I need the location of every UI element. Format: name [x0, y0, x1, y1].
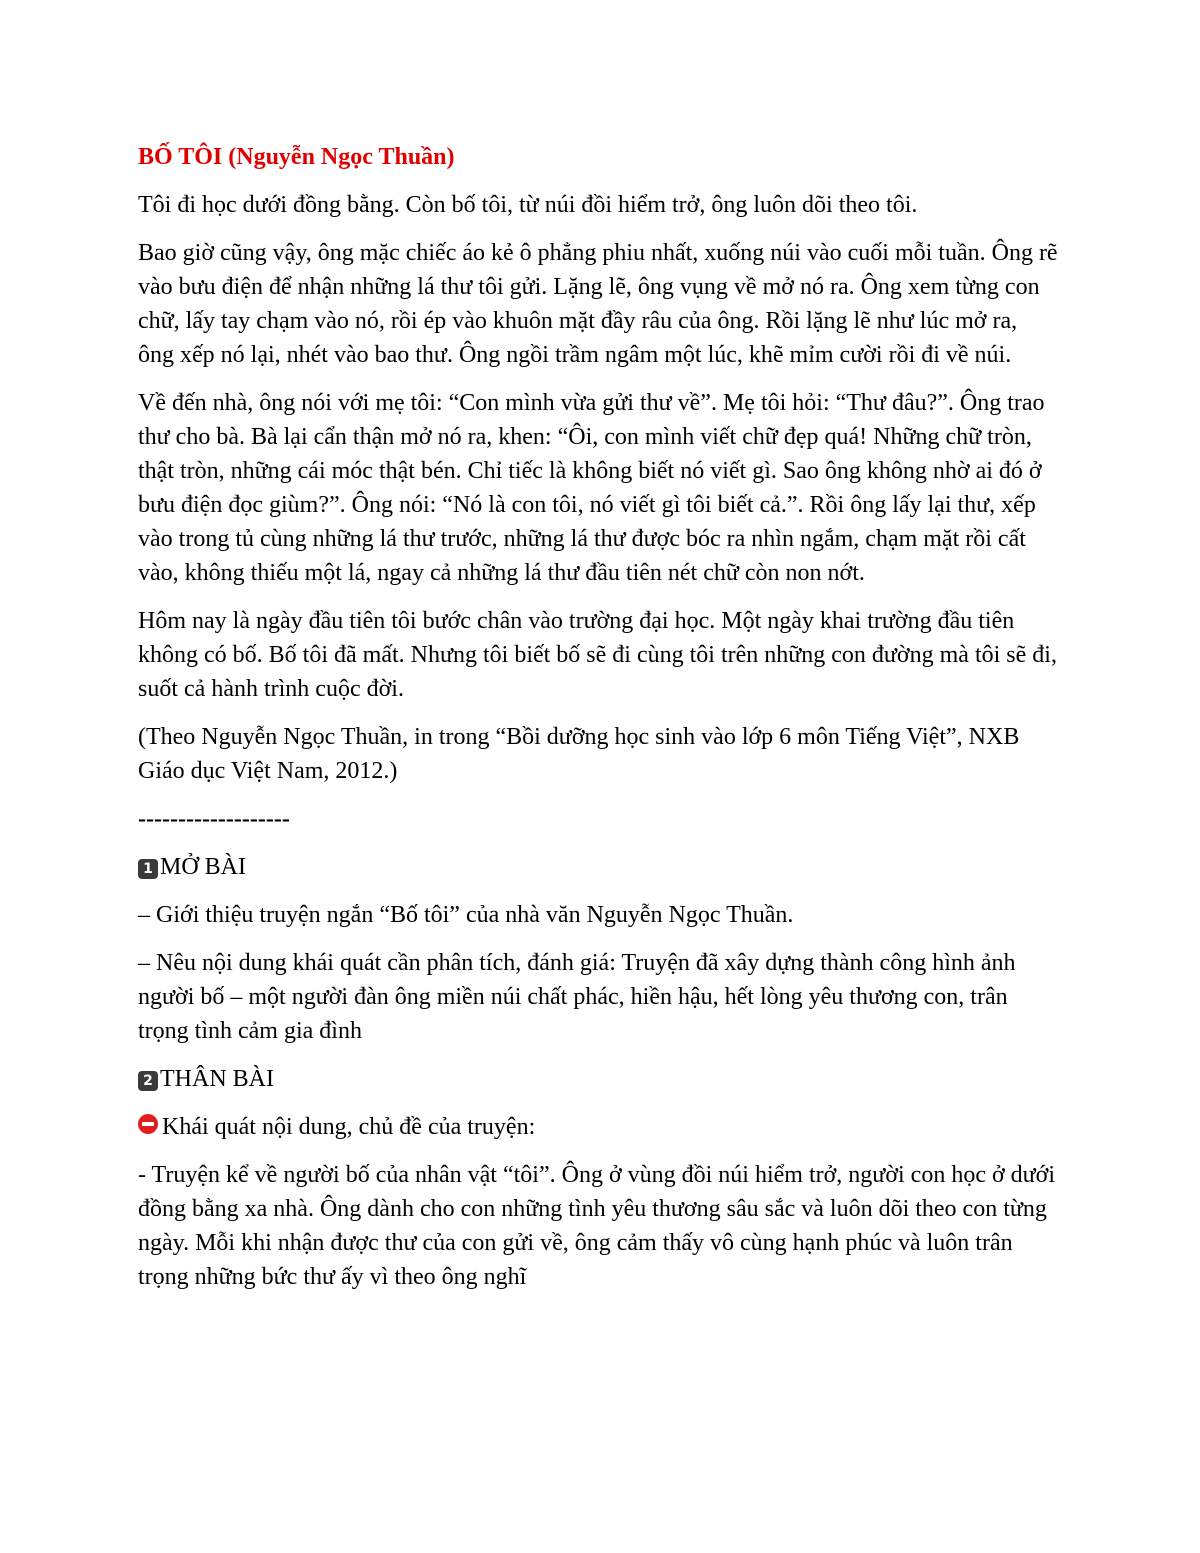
than-bai-heading [138, 1062, 1058, 1096]
than-bai-subheading [138, 1110, 1058, 1144]
mo-bai-heading-label: MỞ BÀI [160, 854, 247, 880]
than-bai-subheading-label: Khái quát nội dung, chủ đề của truyện: [162, 1114, 536, 1140]
mo-bai-heading [138, 850, 1058, 884]
keycap-two-icon: 2 [138, 1071, 158, 1091]
story-paragraph: Về đến nhà, ông nói với mẹ tôi: “Con mình vừa gửi thư về”. Mẹ tôi hỏi: “Thư đâu?”. Ông trao thư cho bà. Bà lại cẩn thận mở nó ra, khen: “Ôi, con mình viết chữ đẹp quá! Những chữ tròn, thật tròn, những cái móc thật bén. Chỉ tiếc là không biết nó viết gì. Sao ông không nhờ ai đó ở bưu điện đọc giùm?”. Ông nói: “Nó là con tôi, nó viết gì tôi biết cả.”. Rồi ông lấy lại thư, xếp vào trong tủ cùng những lá thư trước, những lá thư được bóc ra nhìn ngắm, chạm mặt rồi cất vào, không thiếu một lá, ngay cả những lá thư đầu tiên nét chữ còn non nớt. [138, 390, 1045, 586]
source-citation: (Theo Nguyễn Ngọc Thuần, in trong “Bồi dưỡng học sinh vào lớp 6 môn Tiếng Việt”, NXB Giáo dục Việt Nam, 2012.) [138, 724, 1020, 784]
document-title: BỐ TÔI (Nguyễn Ngọc Thuần) [138, 144, 455, 170]
mo-bai-point: – Giới thiệu truyện ngắn “Bố tôi” của nhà văn Nguyễn Ngọc Thuần. [138, 902, 794, 928]
than-bai-point: - Truyện kể về người bố của nhân vật “tôi”. Ông ở vùng đồi núi hiểm trở, người con học ở dưới đồng bằng xa nhà. Ông dành cho con những tình yêu thương sâu sắc và luôn dõi theo con từng ngày. Mỗi khi nhận được thư của con gửi về, ông cảm thấy vô cùng hạnh phúc và luôn trân trọng những bức thư ấy vì theo ông nghĩ [138, 1162, 1056, 1290]
story-paragraph: Tôi đi học dưới đồng bằng. Còn bố tôi, từ núi đồi hiểm trở, ông luôn dõi theo tôi. [138, 192, 918, 218]
document-page [138, 140, 1058, 1308]
story-paragraph: Hôm nay là ngày đầu tiên tôi bước chân vào trường đại học. Một ngày khai trường đầu tiên không có bố. Bố tôi đã mất. Nhưng tôi biết bố sẽ đi cùng tôi trên những con đường mà tôi sẽ đi, suốt cả hành trình cuộc đời. [138, 608, 1057, 702]
than-bai-heading-label: THÂN BÀI [160, 1066, 274, 1092]
section-separator: ------------------- [138, 806, 290, 832]
keycap-one-icon: 1 [138, 859, 158, 879]
no-entry-icon [138, 1114, 158, 1134]
mo-bai-point: – Nêu nội dung khái quát cần phân tích, đánh giá: Truyện đã xây dựng thành công hình ảnh người bố – một người đàn ông miền núi chất phác, hiền hậu, hết lòng yêu thương con, trân trọng tình cảm gia đình [138, 950, 1016, 1044]
story-paragraph: Bao giờ cũng vậy, ông mặc chiếc áo kẻ ô phẳng phiu nhất, xuống núi vào cuối mỗi tuần. Ông rẽ vào bưu điện để nhận những lá thư tôi gửi. Lặng lẽ, ông vụng về mở nó ra. Ông xem từng con chữ, lấy tay chạm vào nó, rồi ép vào khuôn mặt đầy râu của ông. Rồi lặng lẽ như lúc mở ra, ông xếp nó lại, nhét vào bao thư. Ông ngồi trầm ngâm một lúc, khẽ mỉm cười rồi đi về núi. [138, 240, 1058, 368]
